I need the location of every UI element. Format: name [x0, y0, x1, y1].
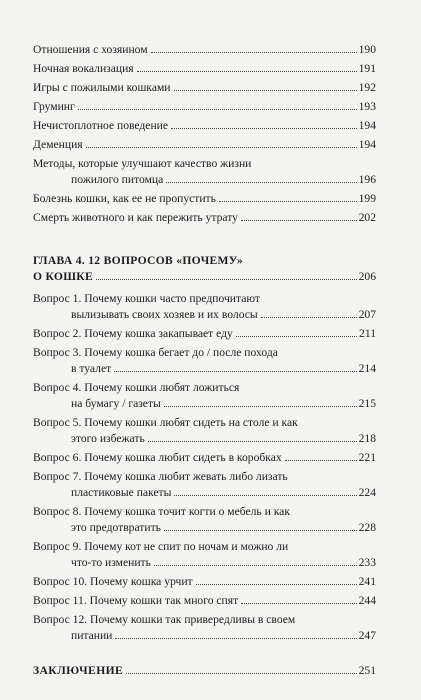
toc-entry [33, 450, 376, 466]
toc-entry-line [33, 61, 376, 77]
toc-entry-line [33, 361, 376, 377]
dot-leader [148, 441, 357, 442]
toc-entry [33, 380, 376, 412]
page-number: 233 [358, 556, 376, 569]
page-number: 211 [359, 327, 376, 340]
toc-entry [33, 291, 376, 323]
page-number: 224 [358, 486, 376, 499]
page-number: 221 [358, 451, 376, 464]
toc-entry [33, 42, 376, 58]
toc-entry-line [33, 415, 376, 431]
toc-entry-text: что-то изменить [71, 556, 151, 569]
dot-leader [174, 90, 357, 91]
page-number: 190 [358, 43, 376, 56]
chapter-title-line-2 [33, 269, 376, 285]
toc-entry-line [33, 628, 376, 644]
dot-leader [114, 371, 356, 372]
toc-entry-line [33, 469, 376, 485]
toc-entry-text: Болезнь кошки, как ее не пропустить [33, 192, 216, 205]
toc-entry-text: Игры с пожилыми кошками [33, 81, 171, 94]
toc-entry-text: Нечистоплотное поведение [33, 119, 169, 132]
conclusion-label: ЗАКЛЮЧЕНИЕ [33, 664, 124, 677]
page-number: 215 [358, 397, 376, 410]
toc-entry-line [33, 345, 376, 361]
page-number: 228 [358, 521, 376, 534]
page-number: 202 [358, 211, 376, 224]
toc-entry-line [33, 137, 376, 153]
toc-entry [33, 191, 376, 207]
page-number: 194 [358, 119, 376, 132]
dot-leader [219, 201, 357, 202]
toc-entry [33, 210, 376, 226]
table-of-contents [33, 42, 376, 679]
toc-entry [33, 574, 376, 590]
toc-entry [33, 593, 376, 609]
toc-entry-text: Отношения с хозяином [33, 43, 148, 56]
toc-entry-line [33, 99, 376, 115]
dot-leader [171, 128, 357, 129]
dot-leader [137, 71, 357, 72]
toc-entry-text: Вопрос 6. Почему кошка любит сидеть в коробках [33, 451, 282, 464]
dot-leader [154, 565, 357, 566]
toc-entry-line [33, 42, 376, 58]
dot-leader [285, 460, 357, 461]
toc-entry [33, 99, 376, 115]
toc-entry-text: пластиковые пакеты [71, 486, 172, 499]
dot-leader [241, 603, 356, 604]
toc-entry-text: пожилого питомца [71, 173, 164, 186]
conclusion-page-number: 251 [358, 664, 376, 677]
toc-entry-line [33, 326, 376, 342]
toc-entry-text: Груминг [33, 100, 75, 113]
chapter-page-number: 206 [358, 270, 376, 283]
toc-entry-line [33, 210, 376, 226]
toc-entry [33, 326, 376, 342]
page-number: 241 [358, 575, 376, 588]
toc-entry-line [33, 396, 376, 412]
chapter-title-line-1 [33, 253, 376, 269]
toc-entry-line [33, 593, 376, 609]
toc-entry-line [33, 307, 376, 323]
toc-entry-line [33, 612, 376, 628]
dot-leader [96, 279, 357, 280]
dot-leader [78, 109, 357, 110]
page-number: 244 [358, 594, 376, 607]
toc-entry-text: Вопрос 10. Почему кошка урчит [33, 575, 193, 588]
toc-entry-text: Вопрос 2. Почему кошка закапывает еду [33, 327, 233, 340]
toc-entry-text: Вопрос 5. Почему кошки любят сидеть на столе и как [33, 416, 298, 429]
toc-entry-text: Вопрос 12. Почему кошки так привередливы в своем [33, 613, 296, 626]
toc-entry [33, 415, 376, 447]
toc-entry-text: Вопрос 8. Почему кошка точит когти о мебель и как [33, 505, 290, 518]
toc-entry-text: питании [71, 629, 113, 642]
toc-entry-text: Методы, которые улучшают качество жизни [33, 157, 252, 170]
dot-leader [115, 638, 356, 639]
dot-leader [196, 584, 357, 585]
chapter-subtitle: О КОШКЕ [33, 270, 94, 283]
toc-entry-line [33, 156, 376, 172]
toc-entry-text: Вопрос 7. Почему кошка любит жевать либо лизать [33, 470, 288, 483]
toc-entry-text: Вопрос 1. Почему кошки часто предпочитают [33, 292, 260, 305]
page-number: 207 [358, 308, 376, 321]
toc-entry-text: вылизывать своих хозяев и их волосы [71, 308, 258, 321]
page-number: 194 [358, 138, 376, 151]
dot-leader [166, 182, 356, 183]
toc-entry [33, 469, 376, 501]
toc-entry [33, 504, 376, 536]
chapter-heading [33, 253, 376, 285]
toc-entry-line [33, 539, 376, 555]
toc-entry-line [33, 172, 376, 188]
toc-entry [33, 137, 376, 153]
toc-entry-line [33, 485, 376, 501]
toc-entry [33, 345, 376, 377]
toc-entry-line [33, 555, 376, 571]
toc-entry [33, 539, 376, 571]
dot-leader [236, 336, 357, 337]
page-number: 199 [358, 192, 376, 205]
toc-entry-line [33, 118, 376, 134]
page-number: 214 [358, 362, 376, 375]
page-number: 196 [358, 173, 376, 186]
toc-list-top [33, 42, 376, 226]
page-number: 192 [358, 81, 376, 94]
toc-entry-line [33, 80, 376, 96]
dot-leader [164, 530, 357, 531]
toc-entry [33, 61, 376, 77]
toc-entry-line [33, 504, 376, 520]
page-number: 193 [358, 100, 376, 113]
conclusion-line [33, 663, 376, 679]
toc-entry [33, 118, 376, 134]
toc-entry [33, 80, 376, 96]
page-number: 191 [358, 62, 376, 75]
toc-entry-text: Вопрос 11. Почему кошки так много спят [33, 594, 239, 607]
toc-entry-text: на бумагу / газеты [71, 397, 161, 410]
toc-entry-line [33, 520, 376, 536]
toc-entry-text: Вопрос 9. Почему кот не спит по ночам и можно ли [33, 540, 289, 553]
toc-entry-line [33, 574, 376, 590]
chapter-title: ГЛАВА 4. 12 ВОПРОСОВ «ПОЧЕМУ» [33, 254, 243, 267]
toc-entry-text: Деменция [33, 138, 83, 151]
dot-leader [86, 147, 357, 148]
toc-entry-line [33, 191, 376, 207]
conclusion-entry [33, 663, 376, 679]
toc-entry-text: Ночная вокализация [33, 62, 134, 75]
toc-entry-text: Вопрос 4. Почему кошки любят ложиться [33, 381, 240, 394]
page-number: 247 [358, 629, 376, 642]
page-number: 218 [358, 432, 376, 445]
toc-entry-text: это предотвратить [71, 521, 161, 534]
dot-leader [261, 317, 357, 318]
toc-entry [33, 156, 376, 188]
dot-leader [151, 52, 357, 53]
toc-entry-line [33, 431, 376, 447]
dot-leader [126, 673, 356, 674]
toc-entry-text: Вопрос 3. Почему кошка бегает до / после похода [33, 346, 278, 359]
toc-entry-text: Смерть животного и как пережить утрату [33, 211, 238, 224]
dot-leader [241, 220, 357, 221]
toc-entry [33, 612, 376, 644]
toc-entry-text: этого избежать [71, 432, 145, 445]
toc-entry-line [33, 450, 376, 466]
dot-leader [174, 495, 356, 496]
toc-entry-line [33, 380, 376, 396]
toc-entry-line [33, 291, 376, 307]
dot-leader [164, 406, 357, 407]
toc-list-chapter [33, 291, 376, 644]
toc-entry-text: в туалет [71, 362, 112, 375]
